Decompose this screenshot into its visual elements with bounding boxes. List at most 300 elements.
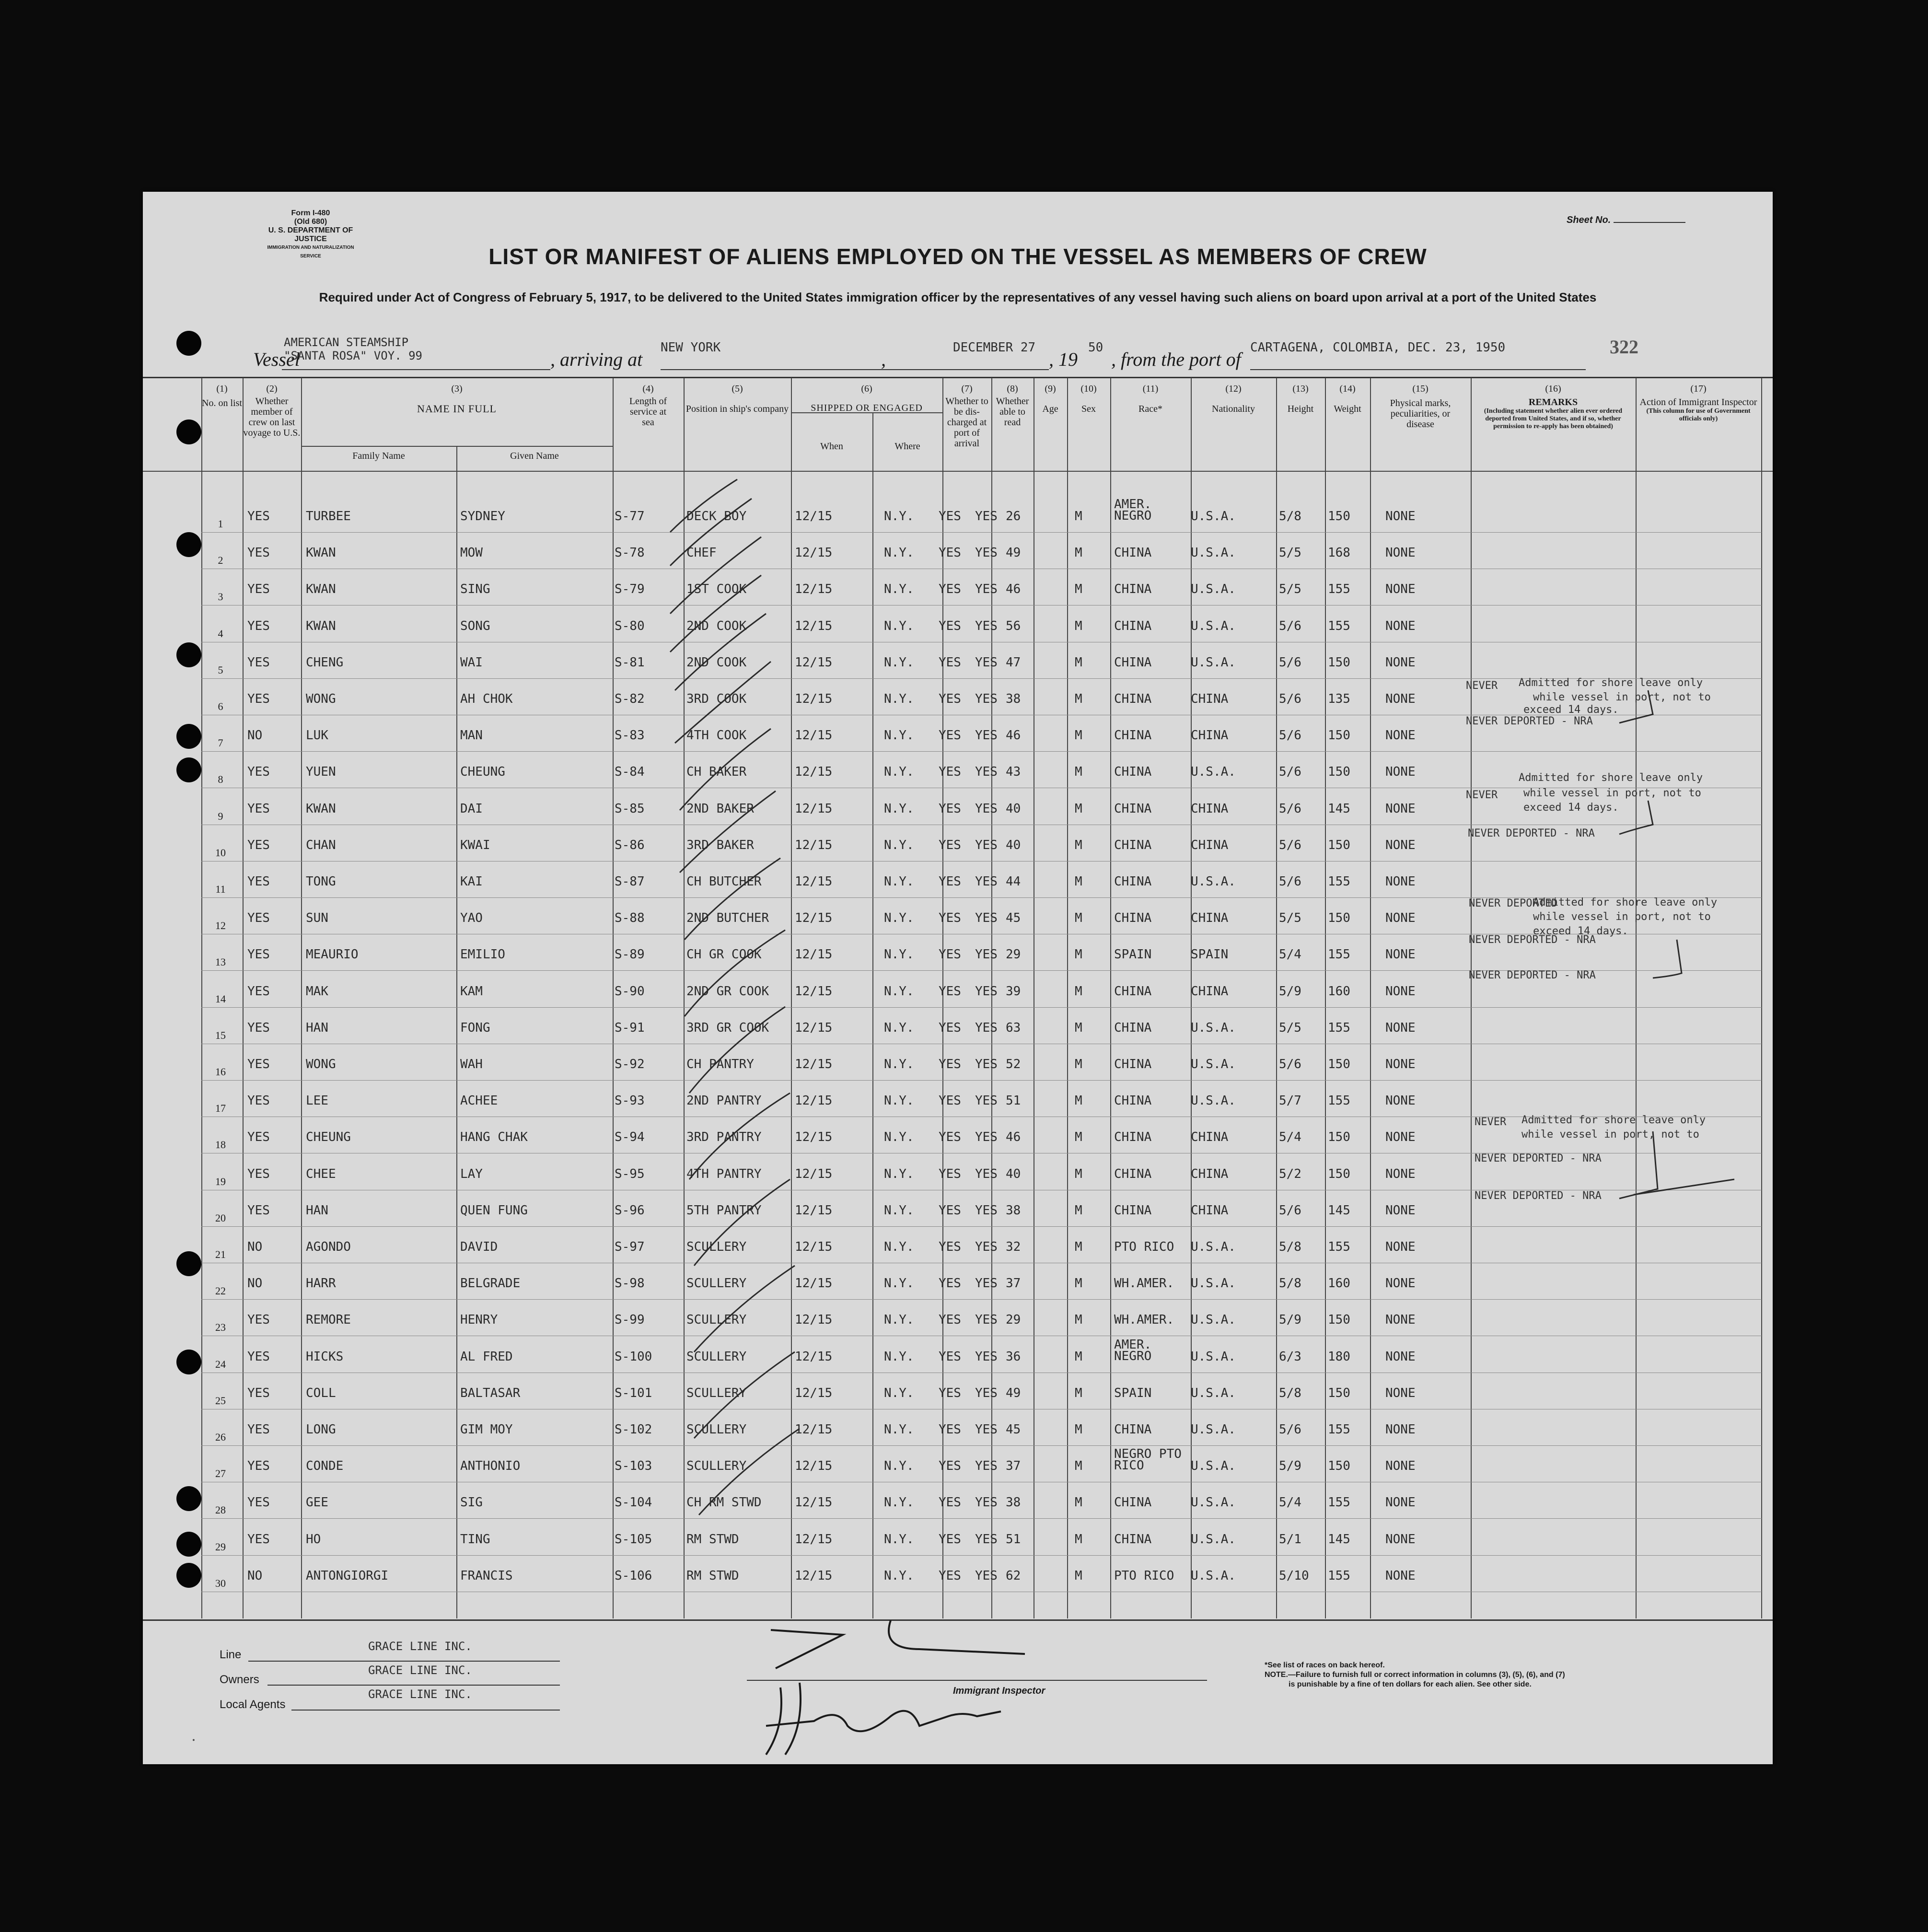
cell-where: N.Y. <box>884 1094 914 1108</box>
cell-position: CH BUTCHER <box>686 874 762 889</box>
cell-nat: CHINA <box>1191 984 1229 999</box>
cell-disch: YES <box>939 1532 961 1547</box>
cell-when: 12/15 <box>795 801 833 816</box>
cell-sex: M <box>1075 947 1082 962</box>
check-stroke <box>694 1179 790 1266</box>
cell-read: YES <box>975 582 998 597</box>
cell-race: CHINA <box>1114 1166 1152 1181</box>
cell-family: CHENG <box>306 655 344 670</box>
cell-marks: NONE <box>1385 1203 1416 1218</box>
cell-where: N.Y. <box>884 1020 914 1035</box>
cell-race: CHINA <box>1114 692 1152 706</box>
check-stroke <box>670 575 761 652</box>
cell-sex: M <box>1075 1057 1082 1071</box>
cell-where: N.Y. <box>884 1459 914 1474</box>
cell-given: FRANCIS <box>460 1568 513 1583</box>
cell-given: HANG CHAK <box>460 1130 528 1145</box>
cell-marks: NONE <box>1385 692 1416 706</box>
cell-marks: NONE <box>1385 1349 1416 1364</box>
cell-last: YES <box>247 1203 270 1218</box>
cell-race: WH.AMER. <box>1114 1276 1174 1291</box>
cell-height: 5/6 <box>1279 692 1301 706</box>
cell-where: N.Y. <box>884 801 914 816</box>
cell-read: YES <box>975 1422 998 1437</box>
cell-sex: M <box>1075 1130 1082 1145</box>
cell-marks: NONE <box>1385 1130 1416 1145</box>
cell-last: YES <box>247 1130 270 1145</box>
cell-service: S-101 <box>615 1385 652 1400</box>
cell-marks: NONE <box>1385 655 1416 670</box>
signature-stroke <box>889 1620 1025 1654</box>
row-number: 29 <box>215 1540 226 1553</box>
cell-family: WONG <box>306 1057 336 1071</box>
cell-race: CHINA <box>1114 801 1152 816</box>
cell-last: YES <box>247 838 270 852</box>
cell-race: CHINA <box>1114 1057 1152 1071</box>
cell-nat: U.S.A. <box>1191 1459 1236 1474</box>
cell-nat: U.S.A. <box>1191 1313 1236 1327</box>
cell-marks: NONE <box>1385 947 1416 962</box>
cell-position: SCULLERY <box>686 1313 747 1327</box>
cell-where: N.Y. <box>884 1349 914 1364</box>
cell-position: 3RD PANTRY <box>686 1130 762 1145</box>
cell-weight: 150 <box>1328 1166 1350 1181</box>
cell-service: S-82 <box>615 692 645 706</box>
cell-height: 5/6 <box>1279 801 1301 816</box>
cell-read: YES <box>975 655 998 670</box>
header-col15: (15) Physical marks, peculiarities, or disease <box>1390 384 1451 430</box>
cell-disch: YES <box>939 911 961 926</box>
cell-read: YES <box>975 1532 998 1547</box>
cell-family: HICKS <box>306 1349 344 1364</box>
cell-nat: CHINA <box>1191 728 1229 743</box>
check-stroke <box>689 1007 785 1093</box>
cell-weight: 155 <box>1328 1094 1350 1108</box>
cell-marks: NONE <box>1385 1240 1416 1254</box>
cell-height: 5/5 <box>1279 582 1301 597</box>
cell-service: S-87 <box>615 874 645 889</box>
remark-text: exceed 14 days. <box>1523 704 1619 716</box>
check-stroke <box>680 791 776 873</box>
cell-last: YES <box>247 947 270 962</box>
cell-when: 12/15 <box>795 1276 833 1291</box>
cell-race: AMER. NEGRO <box>1114 497 1152 523</box>
cell-family: TONG <box>306 874 336 889</box>
cell-age: 37 <box>1006 1459 1021 1474</box>
cell-sex: M <box>1075 655 1082 670</box>
arrival-date: DECEMBER 27 <box>953 340 1036 355</box>
cell-read: YES <box>975 692 998 706</box>
cell-nat: U.S.A. <box>1191 1385 1236 1400</box>
cell-when: 12/15 <box>795 1568 833 1583</box>
owners-value: GRACE LINE INC. <box>368 1664 472 1677</box>
cell-race: CHINA <box>1114 1020 1152 1035</box>
cell-sex: M <box>1075 1495 1082 1510</box>
cell-read: YES <box>975 1349 998 1364</box>
cell-when: 12/15 <box>795 1349 833 1364</box>
cell-nat: CHINA <box>1191 1130 1229 1145</box>
cell-read: YES <box>975 1130 998 1145</box>
cell-nat: U.S.A. <box>1191 655 1236 670</box>
cell-disch: YES <box>939 1495 961 1510</box>
remark-text: while vessel in port, not to <box>1523 787 1701 799</box>
cell-sex: M <box>1075 1422 1082 1437</box>
cell-when: 12/15 <box>795 1240 833 1254</box>
cell-marks: NONE <box>1385 1313 1416 1327</box>
cell-age: 29 <box>1006 947 1021 962</box>
header-col10: (10) Sex <box>1080 384 1097 414</box>
cell-disch: YES <box>939 1385 961 1400</box>
cell-family: HARR <box>306 1276 336 1291</box>
cell-sex: M <box>1075 728 1082 743</box>
cell-given: AH CHOK <box>460 692 513 706</box>
cell-position: 4TH COOK <box>686 728 747 743</box>
cell-weight: 150 <box>1328 509 1350 524</box>
cell-disch: YES <box>939 1166 961 1181</box>
cell-sex: M <box>1075 1203 1082 1218</box>
cell-where: N.Y. <box>884 765 914 780</box>
header-col14: (14) Weight <box>1334 384 1361 414</box>
cell-age: 38 <box>1006 692 1021 706</box>
cell-weight: 160 <box>1328 1276 1350 1291</box>
cell-given: HENRY <box>460 1313 498 1327</box>
row-number: 25 <box>215 1394 226 1407</box>
cell-weight: 155 <box>1328 947 1350 962</box>
from-port-label: , from the port of <box>1111 349 1241 370</box>
remark-text: NEVER <box>1466 680 1498 692</box>
cell-height: 5/6 <box>1279 728 1301 743</box>
cell-nat: U.S.A. <box>1191 546 1236 560</box>
vessel-name-line2: "SANTA ROSA" VOY. 99 <box>284 349 422 362</box>
cell-age: 46 <box>1006 728 1021 743</box>
cell-given: DAVID <box>460 1240 498 1254</box>
cell-age: 46 <box>1006 1130 1021 1145</box>
cell-service: S-100 <box>615 1349 652 1364</box>
cell-age: 43 <box>1006 765 1021 780</box>
cell-when: 12/15 <box>795 911 833 926</box>
stamp-number: 322 <box>1610 336 1638 358</box>
cell-nat: CHINA <box>1191 911 1229 926</box>
cell-disch: YES <box>939 728 961 743</box>
cell-when: 12/15 <box>795 765 833 780</box>
row-number: 12 <box>215 919 226 932</box>
cell-sex: M <box>1075 1313 1082 1327</box>
cell-last: YES <box>247 1532 270 1547</box>
cell-family: CHEUNG <box>306 1130 351 1145</box>
cell-height: 5/6 <box>1279 1057 1301 1071</box>
cell-where: N.Y. <box>884 509 914 524</box>
cell-height: 5/7 <box>1279 1094 1301 1108</box>
row-number: 28 <box>215 1504 226 1516</box>
cell-race: CHINA <box>1114 1532 1152 1547</box>
cell-nat: SPAIN <box>1191 947 1229 962</box>
page-subtitle: Required under Act of Congress of February 5, 1917, to be delivered to the United States immigration officer by the representatives of any vessel having such aliens on board upon arrival at a port of the United States <box>319 290 1597 304</box>
cell-when: 12/15 <box>795 1203 833 1218</box>
cell-given: ANTHONIO <box>460 1459 521 1474</box>
cell-disch: YES <box>939 801 961 816</box>
row-number: 14 <box>215 992 226 1005</box>
cell-weight: 150 <box>1328 1385 1350 1400</box>
check-stroke <box>694 1352 795 1438</box>
cell-service: S-93 <box>615 1094 645 1108</box>
cell-where: N.Y. <box>884 692 914 706</box>
row-number: 11 <box>215 883 226 895</box>
arriving-label: , arriving at <box>550 349 643 370</box>
cell-position: SCULLERY <box>686 1349 747 1364</box>
cell-marks: NONE <box>1385 801 1416 816</box>
cell-position: CH GR COOK <box>686 947 762 962</box>
cell-height: 5/5 <box>1279 546 1301 560</box>
owners-label: Owners <box>220 1673 259 1686</box>
cell-read: YES <box>975 947 998 962</box>
cell-disch: YES <box>939 1313 961 1327</box>
cell-height: 5/6 <box>1279 1203 1301 1218</box>
cell-where: N.Y. <box>884 874 914 889</box>
arriving-port: NEW YORK <box>661 340 721 355</box>
cell-when: 12/15 <box>795 546 833 560</box>
row-number: 4 <box>218 627 223 640</box>
cell-disch: YES <box>939 984 961 999</box>
footer-notes <box>1265 1661 1565 1689</box>
cell-sex: M <box>1075 838 1082 852</box>
cell-race: CHINA <box>1114 546 1152 560</box>
cell-race: CHINA <box>1114 618 1152 633</box>
cell-read: YES <box>975 546 998 560</box>
cell-when: 12/15 <box>795 1130 833 1145</box>
cell-sex: M <box>1075 509 1082 524</box>
agents-underline <box>291 1710 560 1711</box>
cell-when: 12/15 <box>795 1313 833 1327</box>
cell-disch: YES <box>939 655 961 670</box>
cell-sex: M <box>1075 874 1082 889</box>
cell-where: N.Y. <box>884 1057 914 1071</box>
row-number: 22 <box>215 1285 226 1297</box>
cell-last: YES <box>247 1459 270 1474</box>
cell-marks: NONE <box>1385 874 1416 889</box>
row-number: 27 <box>215 1467 226 1480</box>
cell-weight: 168 <box>1328 546 1350 560</box>
cell-last: YES <box>247 1313 270 1327</box>
cell-height: 5/4 <box>1279 1495 1301 1510</box>
cell-when: 12/15 <box>795 618 833 633</box>
check-stroke <box>1619 690 1653 723</box>
footnote-penalty-cont: is punishable by a fine of ten dollars for each alien. See other side. <box>1289 1680 1532 1688</box>
header-col4: (4) Length of service at sea <box>629 384 667 428</box>
cell-marks: NONE <box>1385 1532 1416 1547</box>
cell-read: YES <box>975 1057 998 1071</box>
cell-read: YES <box>975 1166 998 1181</box>
cell-service: S-98 <box>615 1276 645 1291</box>
cell-height: 5/6 <box>1279 655 1301 670</box>
cell-race: CHINA <box>1114 911 1152 926</box>
check-stroke <box>670 479 737 532</box>
cell-disch: YES <box>939 618 961 633</box>
remark-text: Admitted for shore leave only <box>1521 1114 1706 1126</box>
cell-read: YES <box>975 509 998 524</box>
cell-last: YES <box>247 655 270 670</box>
cell-disch: YES <box>939 1130 961 1145</box>
cell-read: YES <box>975 1020 998 1035</box>
cell-age: 38 <box>1006 1203 1021 1218</box>
cell-where: N.Y. <box>884 1532 914 1547</box>
cell-service: S-102 <box>615 1422 652 1437</box>
check-stroke <box>1653 940 1682 978</box>
cell-last: NO <box>247 1568 263 1583</box>
cell-marks: NONE <box>1385 1422 1416 1437</box>
cell-given: SYDNEY <box>460 509 505 524</box>
cell-weight: 155 <box>1328 1422 1350 1437</box>
cell-where: N.Y. <box>884 1130 914 1145</box>
cell-service: S-99 <box>615 1313 645 1327</box>
cell-position: 2ND COOK <box>686 655 747 670</box>
cell-age: 51 <box>1006 1094 1021 1108</box>
cell-disch: YES <box>939 1203 961 1218</box>
cell-age: 56 <box>1006 618 1021 633</box>
cell-height: 5/6 <box>1279 838 1301 852</box>
header-col11: (11) Race* <box>1138 384 1162 414</box>
row-number: 23 <box>215 1321 226 1334</box>
cell-family: CHAN <box>306 838 336 852</box>
row-number: 10 <box>215 846 226 859</box>
cell-race: PTO RICO <box>1114 1568 1174 1583</box>
cell-position: SCULLERY <box>686 1276 747 1291</box>
cell-last: NO <box>247 1276 263 1291</box>
cell-height: 5/9 <box>1279 1313 1301 1327</box>
cell-race: PTO RICO <box>1114 1240 1174 1254</box>
cell-read: YES <box>975 1495 998 1510</box>
cell-position: CH PANTRY <box>686 1057 754 1071</box>
check-stroke <box>680 729 771 810</box>
cell-weight: 155 <box>1328 1568 1350 1583</box>
cell-disch: YES <box>939 1020 961 1035</box>
cell-disch: YES <box>939 765 961 780</box>
cell-family: GEE <box>306 1495 328 1510</box>
cell-height: 5/2 <box>1279 1166 1301 1181</box>
cell-service: S-90 <box>615 984 645 999</box>
agents-value: GRACE LINE INC. <box>368 1688 472 1701</box>
cell-disch: YES <box>939 1568 961 1583</box>
row-number: 19 <box>215 1175 226 1187</box>
cell-disch: YES <box>939 1459 961 1474</box>
cell-disch: YES <box>939 692 961 706</box>
cell-read: YES <box>975 911 998 926</box>
remark-text: while vessel in port, not to <box>1521 1129 1699 1141</box>
cell-height: 5/8 <box>1279 1240 1301 1254</box>
cell-weight: 155 <box>1328 1240 1350 1254</box>
cell-last: NO <box>247 728 263 743</box>
cell-service: S-91 <box>615 1020 645 1035</box>
cell-weight: 155 <box>1328 874 1350 889</box>
cell-read: YES <box>975 1313 998 1327</box>
cell-last: YES <box>247 509 270 524</box>
cell-nat: CHINA <box>1191 838 1229 852</box>
row-number: 17 <box>215 1102 226 1115</box>
cell-marks: NONE <box>1385 1276 1416 1291</box>
from-port: CARTAGENA, COLOMBIA, DEC. 23, 1950 <box>1250 340 1506 355</box>
cell-when: 12/15 <box>795 1057 833 1071</box>
cell-last: NO <box>247 1240 263 1254</box>
cell-given: WAI <box>460 655 483 670</box>
line-underline <box>248 1661 560 1662</box>
cell-service: S-89 <box>615 947 645 962</box>
cell-given: CHEUNG <box>460 765 505 780</box>
cell-sex: M <box>1075 1094 1082 1108</box>
cell-position: SCULLERY <box>686 1459 747 1474</box>
header-col6: (6) SHIPPED OR ENGAGED <box>811 384 923 413</box>
remark-text: NEVER DEPORTED - NRA <box>1475 1152 1602 1164</box>
cell-nat: U.S.A. <box>1191 1020 1236 1035</box>
row-number: 13 <box>215 956 226 968</box>
footnote-penalty: NOTE.—Failure to furnish full or correct information in columns (3), (5), (6), and (7) <box>1265 1671 1565 1679</box>
cell-marks: NONE <box>1385 582 1416 597</box>
cell-age: 51 <box>1006 1532 1021 1547</box>
cell-position: 2ND BUTCHER <box>686 911 769 926</box>
remark-text: NEVER DEPORTED - NRA <box>1466 715 1593 727</box>
header-col9: (9) Age <box>1042 384 1058 414</box>
cell-race: CHINA <box>1114 655 1152 670</box>
cell-race: CHINA <box>1114 1094 1152 1108</box>
printer-mark: ● <box>192 1737 195 1742</box>
cell-last: YES <box>247 1495 270 1510</box>
owners-underline <box>267 1685 560 1686</box>
check-stroke <box>685 858 780 940</box>
cell-marks: NONE <box>1385 618 1416 633</box>
cell-weight: 150 <box>1328 655 1350 670</box>
cell-last: YES <box>247 1349 270 1364</box>
cell-family: LEE <box>306 1094 328 1108</box>
cell-weight: 155 <box>1328 1020 1350 1035</box>
cell-where: N.Y. <box>884 1276 914 1291</box>
cell-where: N.Y. <box>884 984 914 999</box>
cell-when: 12/15 <box>795 692 833 706</box>
cell-position: 2ND PANTRY <box>686 1094 762 1108</box>
line-label: Line <box>220 1648 242 1661</box>
cell-when: 12/15 <box>795 1020 833 1035</box>
agents-label: Local Agents <box>220 1698 286 1711</box>
cell-family: LUK <box>306 728 328 743</box>
cell-nat: U.S.A. <box>1191 1422 1236 1437</box>
remark-text: Admitted for shore leave only <box>1533 896 1718 908</box>
cell-given: ACHEE <box>460 1094 498 1108</box>
cell-when: 12/15 <box>795 1422 833 1437</box>
row-number: 9 <box>218 810 223 822</box>
cell-position: RM STWD <box>686 1532 739 1547</box>
header-col7: (7) Whether to be dis-charged at port of arrival <box>945 384 988 449</box>
cell-service: S-92 <box>615 1057 645 1071</box>
header-col17: (17) Action of Immigrant Inspector (This column for use of Government officials only) <box>1639 384 1757 422</box>
header-when: When <box>820 441 843 452</box>
cell-position: CH RM STWD <box>686 1495 762 1510</box>
cell-weight: 150 <box>1328 765 1350 780</box>
header-col8: (8) Whether able to read <box>996 384 1029 428</box>
cell-age: 49 <box>1006 546 1021 560</box>
cell-given: MOW <box>460 546 483 560</box>
cell-last: YES <box>247 874 270 889</box>
cell-position: 4TH PANTRY <box>686 1166 762 1181</box>
vessel-name-line1: AMERICAN STEAMSHIP <box>284 336 409 349</box>
cell-given: KAI <box>460 874 483 889</box>
cell-service: S-81 <box>615 655 645 670</box>
cell-service: S-95 <box>615 1166 645 1181</box>
check-stroke <box>1619 1131 1658 1199</box>
old-form-number: (Old 680) <box>294 218 327 226</box>
cell-marks: NONE <box>1385 1020 1416 1035</box>
cell-race: CHINA <box>1114 1422 1152 1437</box>
cell-disch: YES <box>939 1422 961 1437</box>
cell-where: N.Y. <box>884 911 914 926</box>
cell-last: YES <box>247 1385 270 1400</box>
cell-sex: M <box>1075 1166 1082 1181</box>
